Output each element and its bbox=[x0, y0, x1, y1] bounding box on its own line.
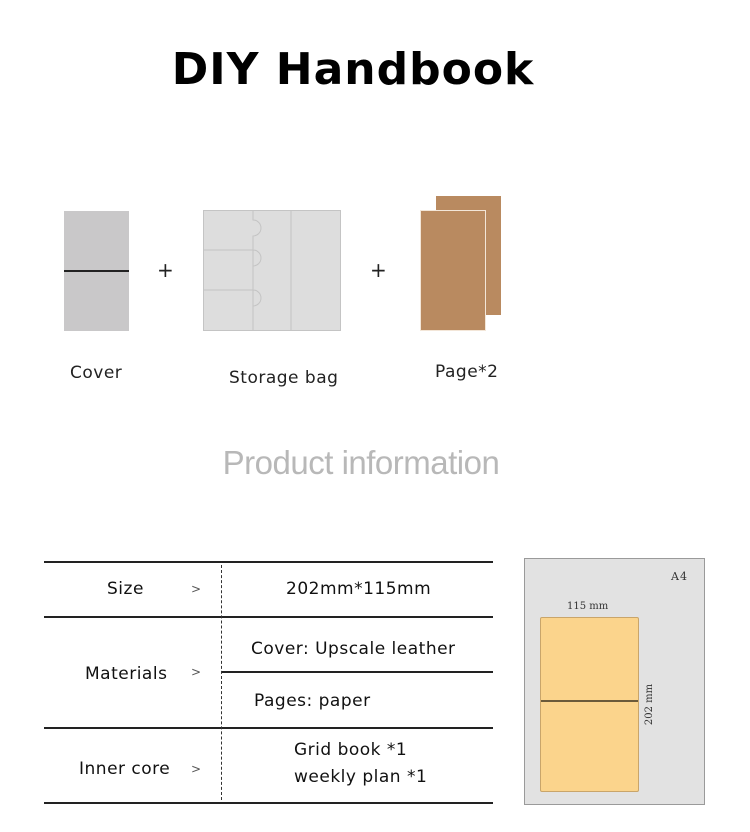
notebook-fold-line bbox=[541, 700, 638, 702]
cover-fold-line bbox=[64, 270, 129, 272]
page-title: DIY Handbook bbox=[171, 44, 535, 95]
notebook-illustration bbox=[540, 617, 639, 792]
spec-value-cover: Cover: Upscale leather bbox=[251, 639, 456, 659]
spec-label-size: Size bbox=[107, 579, 144, 599]
table-line bbox=[44, 561, 493, 563]
cover-illustration bbox=[64, 211, 129, 331]
kraft-page-front bbox=[420, 210, 486, 331]
chevron-right-icon: > bbox=[191, 762, 202, 776]
chevron-right-icon: > bbox=[191, 582, 202, 596]
table-line bbox=[222, 671, 493, 673]
chevron-right-icon: > bbox=[191, 665, 202, 679]
spec-value-weekly-plan: weekly plan *1 bbox=[294, 767, 428, 787]
spec-label-inner-core: Inner core bbox=[79, 759, 171, 779]
size-diagram bbox=[524, 558, 705, 805]
plus-sign: + bbox=[370, 258, 387, 282]
storage-bag-caption: Storage bag bbox=[229, 368, 339, 388]
spec-value-grid-book: Grid book *1 bbox=[294, 740, 408, 760]
plus-sign: + bbox=[157, 258, 174, 282]
section-title: Product information bbox=[222, 444, 500, 481]
table-line bbox=[44, 727, 493, 729]
height-label: 202 mm bbox=[644, 683, 656, 726]
spec-value-pages: Pages: paper bbox=[254, 691, 371, 711]
column-divider bbox=[221, 565, 222, 800]
cover-caption: Cover bbox=[70, 363, 123, 383]
table-line bbox=[44, 616, 493, 618]
spec-label-materials: Materials bbox=[85, 664, 168, 684]
spec-value-size: 202mm*115mm bbox=[286, 579, 432, 599]
storage-bag-illustration bbox=[203, 210, 341, 331]
width-label: 115 mm bbox=[567, 601, 609, 612]
table-line bbox=[44, 802, 493, 804]
paper-size-label: A4 bbox=[671, 570, 688, 583]
page-caption: Page*2 bbox=[435, 362, 499, 382]
